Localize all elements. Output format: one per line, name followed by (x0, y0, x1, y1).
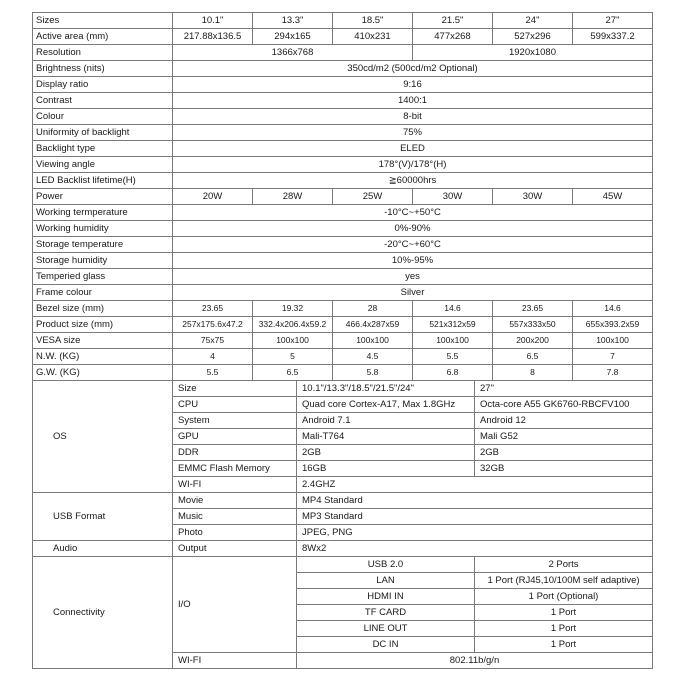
cell: 19.32 (253, 301, 333, 317)
row-label: Backlight type (33, 141, 173, 157)
cell: 2GB (297, 445, 475, 461)
cell: 200x200 (493, 333, 573, 349)
display-spec-table (32, 12, 653, 381)
row-label: Working termperature (33, 205, 173, 221)
cell: 599x337.2 (573, 29, 653, 45)
row-label: EMMC Flash Memory (173, 461, 297, 477)
cell: 100x100 (253, 333, 333, 349)
row-label: N.W. (KG) (33, 349, 173, 365)
row-label: VESA size (33, 333, 173, 349)
row-label: Product size (mm) (33, 317, 173, 333)
cell: Octa-core A55 GK6760-RBCFV100 (475, 397, 653, 413)
cell: 8Wx2 (297, 541, 653, 557)
cell: 802.11b/g/n (297, 653, 653, 669)
row-label: G.W. (KG) (33, 365, 173, 381)
port-name: TF CARD (297, 605, 475, 621)
row-label: CPU (173, 397, 297, 413)
table-row (33, 77, 653, 93)
cell: 4.5 (333, 349, 413, 365)
cell: 9:16 (173, 77, 653, 93)
row-label: DDR (173, 445, 297, 461)
cell: 4 (173, 349, 253, 365)
table-row (33, 221, 653, 237)
cell: 32GB (475, 461, 653, 477)
cell: Mali-T764 (297, 429, 475, 445)
cell: 75% (173, 125, 653, 141)
cell: 527x296 (493, 29, 573, 45)
row-label: WI-FI (173, 653, 297, 669)
cell: 14.6 (413, 301, 493, 317)
port-name: DC IN (297, 637, 475, 653)
cell: 7 (573, 349, 653, 365)
cell: 13.3" (253, 13, 333, 29)
cell: 8 (493, 365, 573, 381)
cell: 10.1" (173, 13, 253, 29)
row-label: Working humidity (33, 221, 173, 237)
cell: 30W (493, 189, 573, 205)
table-row (33, 557, 653, 573)
cell: 24" (493, 13, 573, 29)
cell: 1366x768 (173, 45, 413, 61)
row-label: LED Backlist lifetime(H) (33, 173, 173, 189)
table-row (33, 317, 653, 333)
cell: 100x100 (333, 333, 413, 349)
port-name: HDMI IN (297, 589, 475, 605)
table-row (33, 109, 653, 125)
cell: 21.5" (413, 13, 493, 29)
table-row (33, 125, 653, 141)
table-row (33, 13, 653, 29)
table-row (33, 365, 653, 381)
cell: 16GB (297, 461, 475, 477)
cell: 5.5 (413, 349, 493, 365)
cell: MP4 Standard (297, 493, 653, 509)
table-row (33, 61, 653, 77)
cell: 521x312x59 (413, 317, 493, 333)
cell: Mali G52 (475, 429, 653, 445)
cell: MP3 Standard (297, 509, 653, 525)
cell: 0%-90% (173, 221, 653, 237)
cell: 217.88x136.5 (173, 29, 253, 45)
cell: 294x165 (253, 29, 333, 45)
table-row (33, 45, 653, 61)
port-value: 1 Port (Optional) (475, 589, 653, 605)
table-row (33, 269, 653, 285)
table-row (33, 285, 653, 301)
table-row (33, 237, 653, 253)
row-label: Frame colour (33, 285, 173, 301)
cell: 2.4GHZ (297, 477, 653, 493)
row-label: Storage humidity (33, 253, 173, 269)
port-value: 1 Port (475, 621, 653, 637)
row-label: Sizes (33, 13, 173, 29)
cell: 655x393.2x59 (573, 317, 653, 333)
cell: 350cd/m2 (500cd/m2 Optional) (173, 61, 653, 77)
cell: Android 12 (475, 413, 653, 429)
cell: 477x268 (413, 29, 493, 45)
cell: 28W (253, 189, 333, 205)
cell: 23.65 (173, 301, 253, 317)
row-label: Bezel size (mm) (33, 301, 173, 317)
row-label: Viewing angle (33, 157, 173, 173)
cell: 5.8 (333, 365, 413, 381)
port-value: 1 Port (475, 605, 653, 621)
cell: 100x100 (413, 333, 493, 349)
cell: 18.5" (333, 13, 413, 29)
cell: 28 (333, 301, 413, 317)
port-value: 1 Port (475, 637, 653, 653)
table-row (33, 349, 653, 365)
table-row (33, 173, 653, 189)
port-name: USB 2.0 (297, 557, 475, 573)
section-label-usb: USB Format (33, 493, 173, 541)
cell: -10°C~+50°C (173, 205, 653, 221)
cell: 27" (475, 381, 653, 397)
row-label: System (173, 413, 297, 429)
cell: 178°(V)/178°(H) (173, 157, 653, 173)
cell: 1920x1080 (413, 45, 653, 61)
cell: 75x75 (173, 333, 253, 349)
cell: 100x100 (573, 333, 653, 349)
table-row (33, 381, 653, 397)
table-row (33, 29, 653, 45)
row-label: WI-FI (173, 477, 297, 493)
row-label: Output (173, 541, 297, 557)
cell: 30W (413, 189, 493, 205)
port-name: LAN (297, 573, 475, 589)
cell: 10.1"/13.3"/18.5"/21.5"/24" (297, 381, 475, 397)
table-row (33, 253, 653, 269)
cell: 1400:1 (173, 93, 653, 109)
cell: 10%-95% (173, 253, 653, 269)
row-label: Storage temperature (33, 237, 173, 253)
port-value: 2 Ports (475, 557, 653, 573)
cell: ELED (173, 141, 653, 157)
row-label: Photo (173, 525, 297, 541)
row-label: GPU (173, 429, 297, 445)
row-label: Display ratio (33, 77, 173, 93)
table-row (33, 141, 653, 157)
row-label: Size (173, 381, 297, 397)
cell: 27" (573, 13, 653, 29)
row-label: Music (173, 509, 297, 525)
table-row (33, 93, 653, 109)
row-label: Active area (mm) (33, 29, 173, 45)
port-value: 1 Port (RJ45,10/100M self adaptive) (475, 573, 653, 589)
cell: Android 7.1 (297, 413, 475, 429)
cell: 257x175.6x47.2 (173, 317, 253, 333)
cell: 332.4x206.4x59.2 (253, 317, 333, 333)
cell: 23.65 (493, 301, 573, 317)
row-label: Uniformity of backlight (33, 125, 173, 141)
section-label-os: OS (33, 381, 173, 493)
table-row (33, 157, 653, 173)
row-label: Resolution (33, 45, 173, 61)
port-name: LINE OUT (297, 621, 475, 637)
row-label: Contrast (33, 93, 173, 109)
cell: 410x231 (333, 29, 413, 45)
row-label: Movie (173, 493, 297, 509)
cell: -20°C~+60°C (173, 237, 653, 253)
system-spec-table (32, 380, 653, 669)
cell: 7.8 (573, 365, 653, 381)
table-row (33, 493, 653, 509)
spec-sheet (32, 12, 652, 669)
cell: 6.5 (493, 349, 573, 365)
row-label: Brightness (nits) (33, 61, 173, 77)
cell: 557x333x50 (493, 317, 573, 333)
table-row (33, 541, 653, 557)
section-label-audio: Audio (33, 541, 173, 557)
cell: 2GB (475, 445, 653, 461)
table-row (33, 205, 653, 221)
cell: JPEG, PNG (297, 525, 653, 541)
cell: 6.5 (253, 365, 333, 381)
cell: 20W (173, 189, 253, 205)
cell: 8-bit (173, 109, 653, 125)
cell: 45W (573, 189, 653, 205)
cell: Silver (173, 285, 653, 301)
cell: 5.5 (173, 365, 253, 381)
section-label-connectivity: Connectivity (33, 557, 173, 669)
io-label: I/O (173, 557, 297, 653)
row-label: Temperied glass (33, 269, 173, 285)
cell: 14.6 (573, 301, 653, 317)
cell: ≧60000hrs (173, 173, 653, 189)
cell: yes (173, 269, 653, 285)
table-row (33, 189, 653, 205)
table-row (33, 301, 653, 317)
cell: 25W (333, 189, 413, 205)
cell: 466.4x287x59 (333, 317, 413, 333)
row-label: Colour (33, 109, 173, 125)
cell: 5 (253, 349, 333, 365)
table-row (33, 333, 653, 349)
cell: 6.8 (413, 365, 493, 381)
row-label: Power (33, 189, 173, 205)
cell: Quad core Cortex-A17, Max 1.8GHz (297, 397, 475, 413)
